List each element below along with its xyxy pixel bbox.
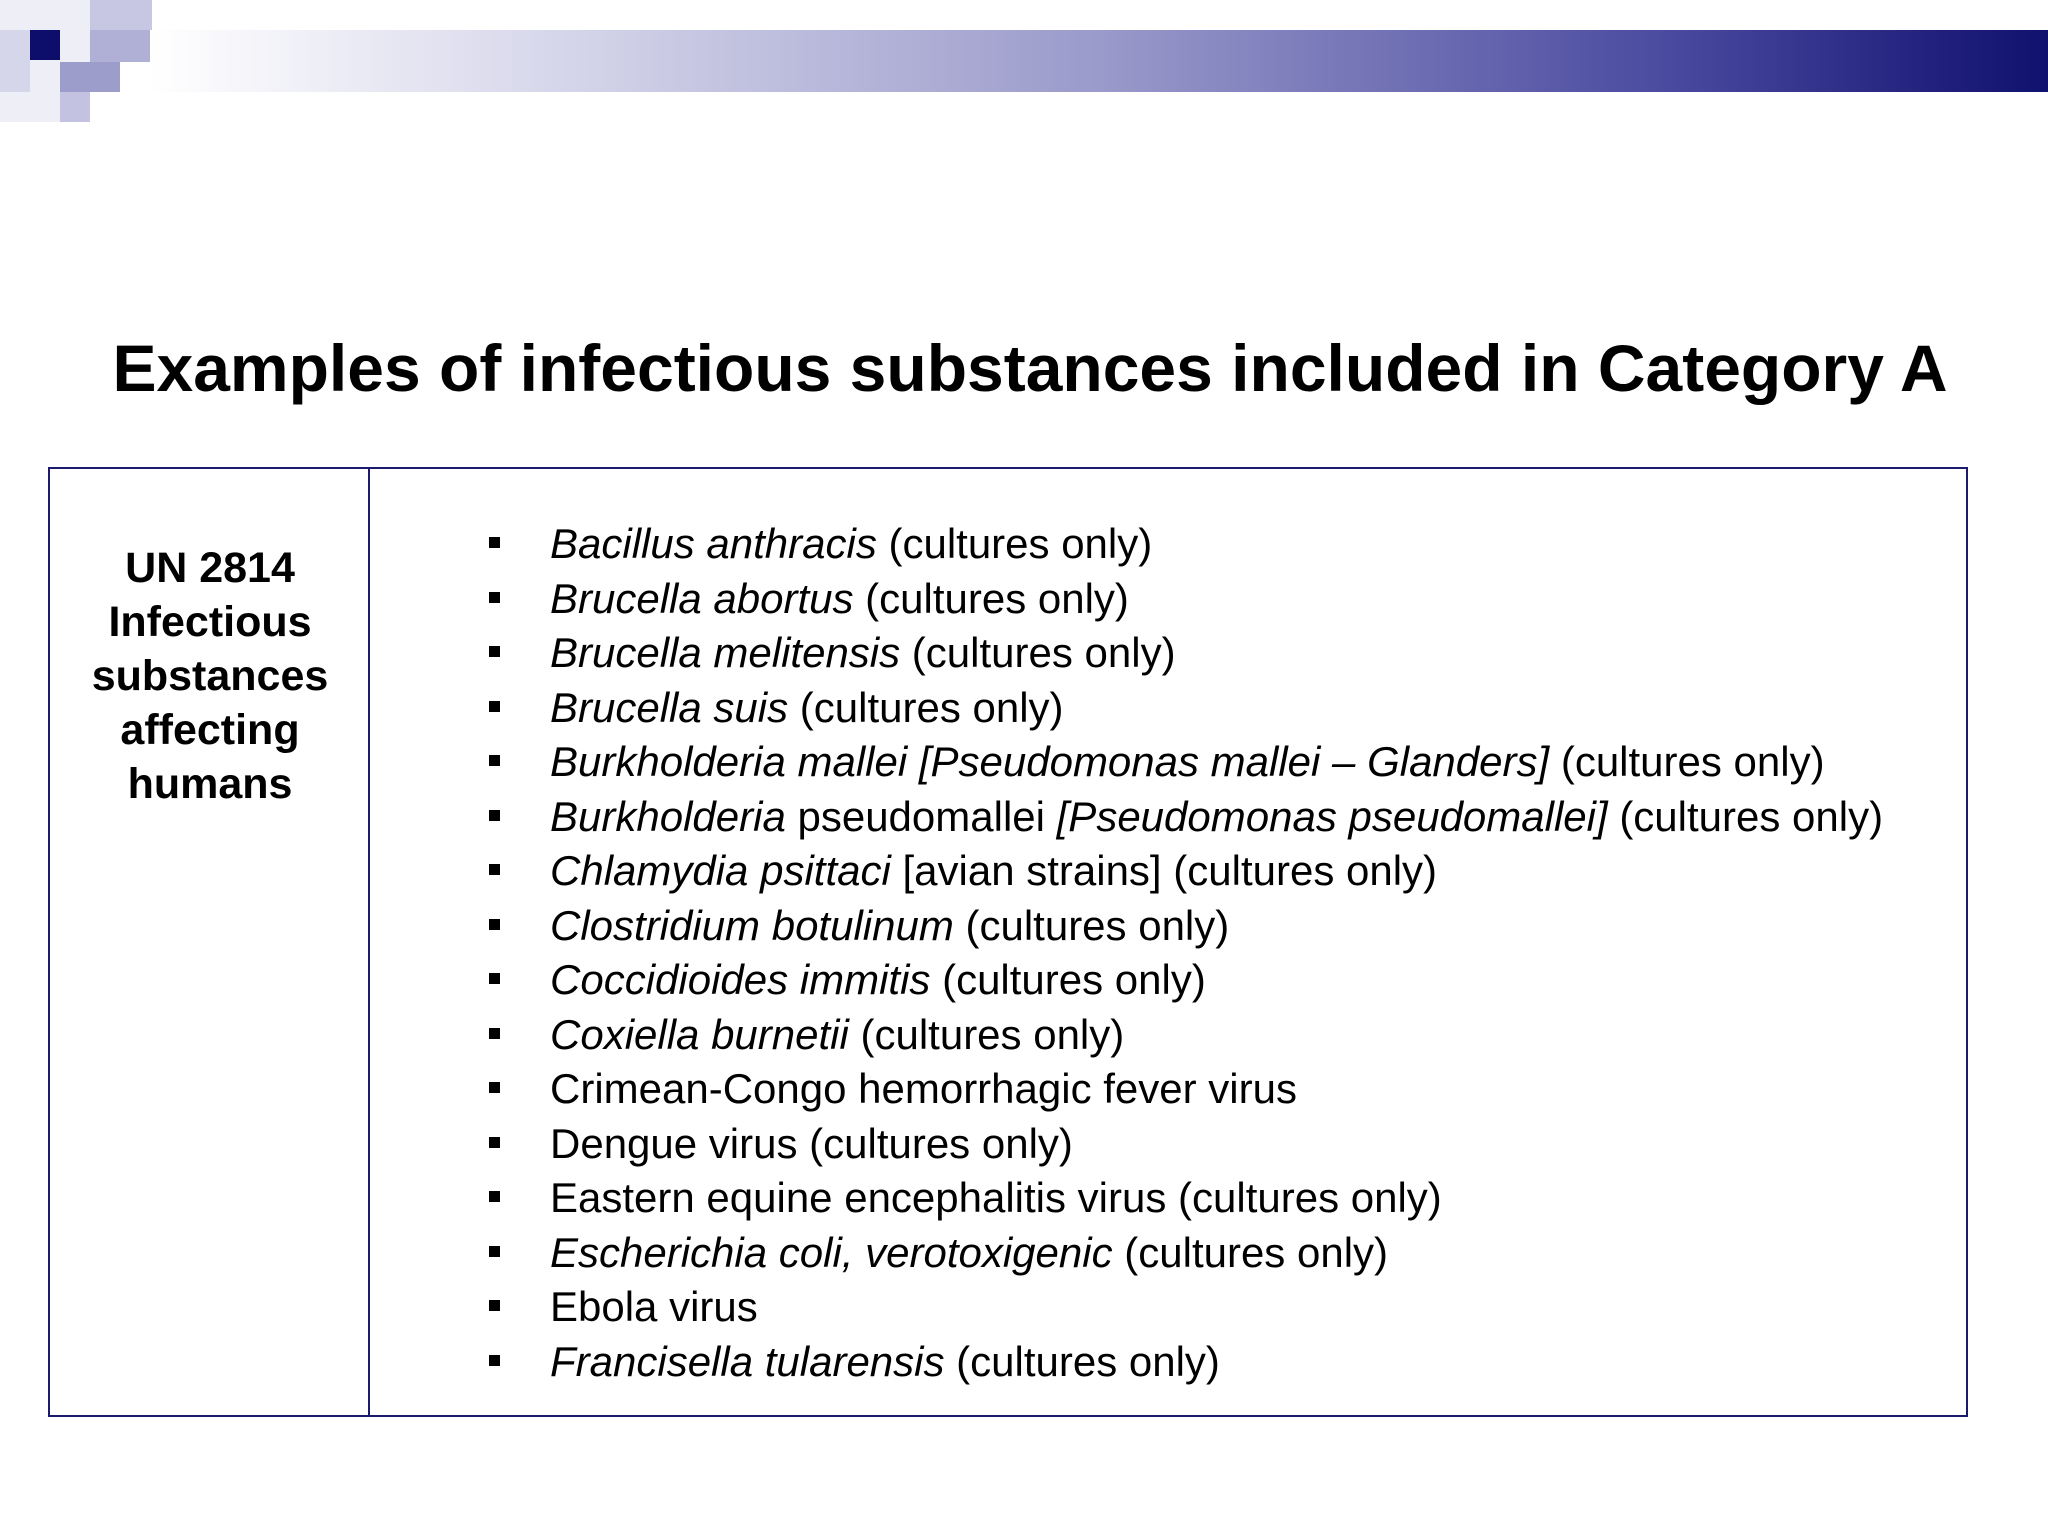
list-item xyxy=(435,1008,1883,1063)
list-item-text: Brucella suis xyxy=(550,683,789,731)
category-label-line: substances xyxy=(91,652,329,700)
list-item xyxy=(435,953,1883,1008)
list-item-text: pseudomallei xyxy=(785,792,1057,840)
list-item-text: Francisella tularensis xyxy=(550,1337,945,1385)
decorative-square xyxy=(60,92,90,122)
category-label-line: UN 2814 xyxy=(125,544,295,592)
square-bullet-icon xyxy=(489,646,500,657)
list-item-text: [Pseudomonas pseudomallei] xyxy=(1056,792,1608,840)
list-item-text: Crimean-Congo hemorrhagic fever virus xyxy=(550,1065,1297,1112)
list-item-text: Coxiella burnetii xyxy=(550,1010,849,1058)
list-item-text: (cultures only) xyxy=(1607,792,1884,840)
list-item-text: Chlamydia psittaci xyxy=(550,847,891,894)
list-item-text: (cultures only) xyxy=(848,1010,1125,1058)
list-item-text: Ebola virus xyxy=(550,1283,758,1330)
list-item-text: Bacillus anthracis xyxy=(550,520,877,567)
list-item-text: (cultures only) xyxy=(930,956,1206,1003)
square-bullet-icon xyxy=(489,1246,500,1257)
substance-list xyxy=(435,517,1883,1389)
list-item xyxy=(435,681,1883,736)
square-bullet-icon xyxy=(489,537,500,548)
list-item-text: (cultures only) xyxy=(1112,1228,1389,1276)
square-bullet-icon xyxy=(489,973,500,984)
list-item-text: (cultures only) xyxy=(788,683,1064,731)
decorative-square xyxy=(30,30,60,60)
category-label-line: affecting xyxy=(120,706,300,754)
decorative-square xyxy=(60,62,120,92)
list-item-text: (cultures only) xyxy=(900,629,1176,676)
list-item-text: Brucella abortus xyxy=(550,574,854,622)
list-item xyxy=(435,1335,1883,1390)
category-label-line: Infectious xyxy=(108,598,312,646)
square-bullet-icon xyxy=(489,919,500,930)
square-bullet-icon xyxy=(489,1300,500,1311)
list-item xyxy=(435,517,1883,572)
square-bullet-icon xyxy=(489,810,500,821)
list-item xyxy=(435,1171,1883,1226)
square-bullet-icon xyxy=(489,592,500,603)
list-item xyxy=(435,899,1883,954)
square-bullet-icon xyxy=(489,1028,500,1039)
list-item-text: Brucella melitensis xyxy=(550,629,901,676)
category-cell xyxy=(50,469,370,1415)
list-item-text: Coccidioides immitis xyxy=(550,956,931,1003)
square-bullet-icon xyxy=(489,1191,500,1202)
list-item-text: Eastern equine encephalitis virus (cultures only) xyxy=(550,1174,1442,1221)
list-item-text: (cultures only) xyxy=(1549,738,1825,785)
list-item-text: Clostridium botulinum xyxy=(550,901,954,949)
decorative-square xyxy=(90,30,152,62)
square-bullet-icon xyxy=(489,864,500,875)
category-table xyxy=(48,467,1968,1417)
list-item-text: (cultures only) xyxy=(853,574,1129,622)
category-label xyxy=(50,541,370,811)
list-item-text: (cultures only) xyxy=(944,1337,1220,1385)
square-bullet-icon xyxy=(489,755,500,766)
list-item xyxy=(435,572,1883,627)
list-item xyxy=(435,1280,1883,1335)
list-item-text: [avian strains] (cultures only) xyxy=(890,847,1438,894)
list-item-text: Burkholderia mallei [Pseudomonas mallei – Glanders] xyxy=(550,738,1550,785)
square-bullet-icon xyxy=(489,1355,500,1366)
slide-title: Examples of infectious substances included in Category A xyxy=(112,331,1948,405)
list-item xyxy=(435,790,1883,845)
category-label-line: humans xyxy=(127,760,293,808)
list-item xyxy=(435,626,1883,681)
list-item xyxy=(435,844,1883,899)
square-bullet-icon xyxy=(489,1082,500,1093)
header-gradient-bar xyxy=(150,30,2048,92)
list-item xyxy=(435,1062,1883,1117)
list-item xyxy=(435,735,1883,790)
list-item xyxy=(435,1117,1883,1172)
square-bullet-icon xyxy=(489,1137,500,1148)
decorative-square xyxy=(90,0,152,30)
list-item-text: (cultures only) xyxy=(876,520,1153,567)
list-item xyxy=(435,1226,1883,1281)
list-item-text: Escherichia coli, verotoxigenic xyxy=(550,1228,1113,1276)
decorative-square xyxy=(0,30,30,92)
list-item-text: Burkholderia xyxy=(550,792,786,840)
list-item-text: Dengue virus (cultures only) xyxy=(550,1119,1073,1167)
list-item-text: (cultures only) xyxy=(953,901,1230,949)
square-bullet-icon xyxy=(489,701,500,712)
